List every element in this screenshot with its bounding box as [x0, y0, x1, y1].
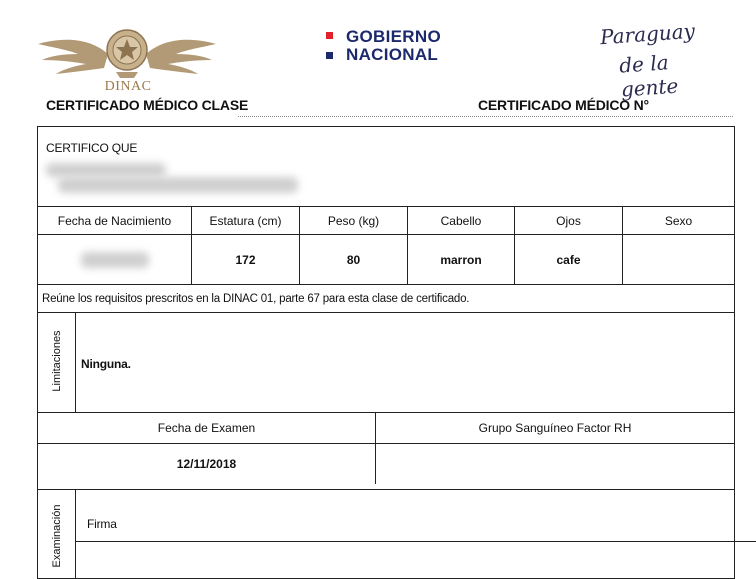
certifico-section — [37, 126, 735, 207]
value-fecha-examen: 12/11/2018 — [38, 444, 376, 484]
personal-data-header-row — [37, 206, 735, 235]
dotted-divider — [238, 116, 733, 117]
examinacion-label: Examinación — [51, 504, 63, 568]
dinac-logo-text: DINAC — [104, 79, 152, 94]
value-grupo-sanguineo — [376, 444, 734, 489]
personal-data-values-row — [37, 234, 735, 285]
paraguay-text: Paraguay — [599, 18, 696, 50]
blue-square-icon — [326, 52, 333, 59]
value-ojos: cafe — [515, 235, 623, 284]
header-grupo-sanguineo: Grupo Sanguíneo Factor RH — [478, 421, 632, 435]
value-sexo — [623, 235, 734, 284]
paraguay-de-la-gente-logo — [598, 18, 723, 102]
certificado-clase-label: CERTIFICADO MÉDICO CLASE — [46, 97, 249, 113]
value-estatura: 172 — [192, 235, 300, 284]
nacional-text: NACIONAL — [346, 45, 439, 64]
header-sexo: Sexo — [664, 213, 693, 228]
requisitos-row — [37, 284, 735, 313]
examen-header-row — [37, 412, 735, 444]
header-estatura: Estatura (cm) — [192, 207, 300, 234]
header-cabello: Cabello — [408, 207, 515, 234]
value-peso: 80 — [300, 235, 408, 284]
limitaciones-section — [37, 312, 735, 413]
examinacion-section — [37, 489, 735, 579]
redacted-name — [46, 163, 166, 177]
header-fecha-nacimiento: Fecha de Nacimiento — [38, 207, 192, 234]
limitaciones-label: Limitaciones — [51, 330, 63, 392]
red-square-icon — [326, 32, 333, 39]
certifico-label: CERTIFICO QUE — [46, 141, 138, 155]
redacted-birthdate — [81, 252, 149, 268]
redacted-name — [58, 177, 298, 193]
firma-label: Firma — [87, 517, 117, 531]
de-la-gente-text: de la gente — [618, 50, 680, 102]
gobierno-text: GOBIERNO — [346, 27, 441, 46]
value-cabello: marron — [408, 235, 515, 284]
header-fecha-examen: Fecha de Examen — [38, 413, 376, 443]
certificado-numero-label: CERTIFICADO MÉDICO N° — [478, 97, 649, 113]
requisitos-text: Reúne los requisitos prescritos en la DINAC 01, parte 67 para esta clase de certificado. — [42, 293, 470, 305]
header-ojos: Ojos — [515, 207, 623, 234]
header-peso: Peso (kg) — [300, 207, 408, 234]
gobierno-nacional-logo — [326, 28, 466, 68]
limitaciones-value: Ninguna. — [81, 357, 131, 371]
examen-values-row — [37, 443, 735, 490]
value-fecha-nacimiento — [38, 235, 192, 284]
